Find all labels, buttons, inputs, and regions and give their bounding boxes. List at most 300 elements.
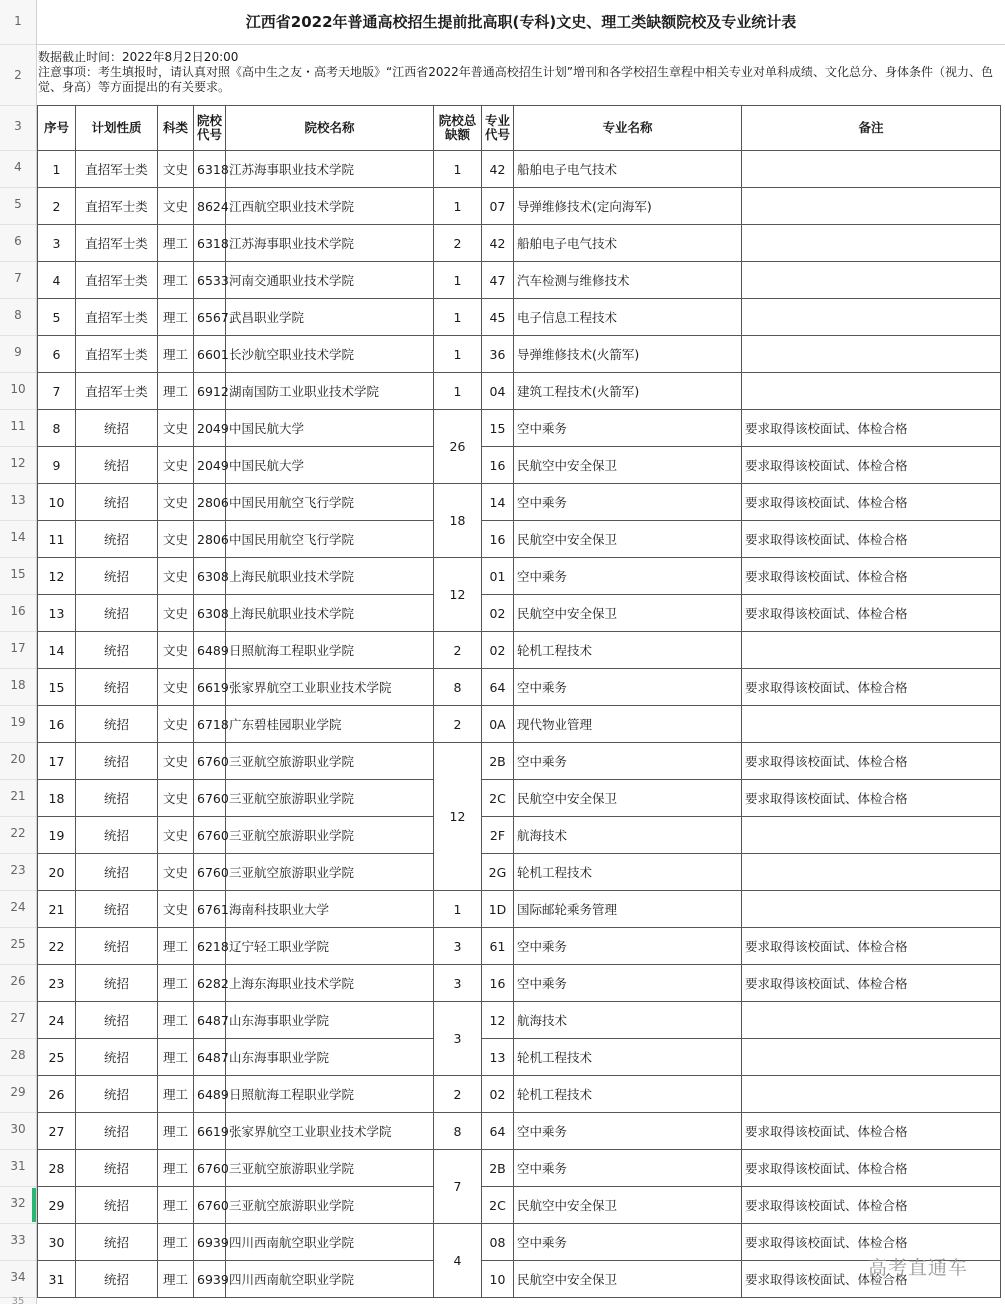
cell-plan[interactable]: 直招军士类 — [76, 151, 158, 188]
cell-major-name[interactable]: 民航空中安全保卫 — [514, 447, 742, 484]
cell-vacancy[interactable]: 8 — [434, 669, 482, 706]
cell-plan[interactable]: 统招 — [76, 780, 158, 817]
cell-plan[interactable]: 统招 — [76, 558, 158, 595]
cell-school-name[interactable]: 辽宁轻工职业学院 — [226, 928, 434, 965]
cell-remark[interactable] — [742, 188, 1001, 225]
cell-remark[interactable] — [742, 225, 1001, 262]
cell-plan[interactable]: 直招军士类 — [76, 225, 158, 262]
cell-category[interactable]: 理工 — [158, 1039, 194, 1076]
row-number[interactable]: 20 — [10, 752, 26, 766]
cell-school-code[interactable]: 2806 — [194, 484, 226, 521]
header-major-code[interactable]: 专业代号 — [482, 106, 514, 151]
cell-major-name[interactable]: 轮机工程技术 — [514, 1039, 742, 1076]
cell-major-name[interactable]: 建筑工程技术(火箭军) — [514, 373, 742, 410]
cell-school-name[interactable]: 中国民用航空飞行学院 — [226, 521, 434, 558]
cell-category[interactable]: 理工 — [158, 262, 194, 299]
cell-school-code[interactable]: 6533 — [194, 262, 226, 299]
cell-major-code[interactable]: 08 — [482, 1224, 514, 1261]
cell-school-code[interactable]: 6939 — [194, 1224, 226, 1261]
cell-major-name[interactable]: 轮机工程技术 — [514, 1076, 742, 1113]
cell-vacancy[interactable]: 2 — [434, 225, 482, 262]
cell-school-name[interactable]: 中国民用航空飞行学院 — [226, 484, 434, 521]
cell-school-code[interactable]: 6282 — [194, 965, 226, 1002]
cell-seq[interactable]: 3 — [38, 225, 76, 262]
cell-major-code[interactable]: 01 — [482, 558, 514, 595]
cell-major-code[interactable]: 47 — [482, 262, 514, 299]
cell-category[interactable]: 文史 — [158, 521, 194, 558]
cell-school-name[interactable]: 张家界航空工业职业技术学院 — [226, 669, 434, 706]
cell-seq[interactable]: 20 — [38, 854, 76, 891]
cell-category[interactable]: 理工 — [158, 225, 194, 262]
cell-category[interactable]: 文史 — [158, 188, 194, 225]
cell-category[interactable]: 理工 — [158, 1002, 194, 1039]
cell-seq[interactable]: 17 — [38, 743, 76, 780]
cell-remark[interactable] — [742, 373, 1001, 410]
cell-school-code[interactable]: 6218 — [194, 928, 226, 965]
cell-category[interactable]: 理工 — [158, 373, 194, 410]
header-major-name[interactable]: 专业名称 — [514, 106, 742, 151]
row-number[interactable]: 11 — [10, 419, 26, 433]
cell-category[interactable]: 理工 — [158, 1187, 194, 1224]
cell-major-code[interactable]: 07 — [482, 188, 514, 225]
row-number[interactable]: 16 — [10, 604, 26, 618]
cell-major-name[interactable]: 航海技术 — [514, 817, 742, 854]
cell-category[interactable]: 文史 — [158, 854, 194, 891]
header-school-name[interactable]: 院校名称 — [226, 106, 434, 151]
cell-school-name[interactable]: 河南交通职业技术学院 — [226, 262, 434, 299]
cell-plan[interactable]: 统招 — [76, 743, 158, 780]
cell-major-code[interactable]: 2B — [482, 743, 514, 780]
cell-plan[interactable]: 统招 — [76, 1002, 158, 1039]
cell-major-code[interactable]: 64 — [482, 1113, 514, 1150]
cell-seq[interactable]: 15 — [38, 669, 76, 706]
cell-school-name[interactable]: 中国民航大学 — [226, 447, 434, 484]
cell-school-name[interactable]: 三亚航空旅游职业学院 — [226, 780, 434, 817]
cell-school-name[interactable]: 三亚航空旅游职业学院 — [226, 743, 434, 780]
cell-school-name[interactable]: 三亚航空旅游职业学院 — [226, 1187, 434, 1224]
cell-school-code[interactable]: 6601 — [194, 336, 226, 373]
cell-major-name[interactable]: 民航空中安全保卫 — [514, 595, 742, 632]
cell-major-name[interactable]: 空中乘务 — [514, 410, 742, 447]
cell-school-code[interactable]: 6760 — [194, 780, 226, 817]
cell-seq[interactable]: 24 — [38, 1002, 76, 1039]
cell-major-name[interactable]: 汽车检测与维修技术 — [514, 262, 742, 299]
cell-plan[interactable]: 直招军士类 — [76, 336, 158, 373]
cell-vacancy[interactable]: 1 — [434, 373, 482, 410]
header-vacancy[interactable]: 院校总缺额 — [434, 106, 482, 151]
cell-school-code[interactable]: 6760 — [194, 854, 226, 891]
cell-school-code[interactable]: 6489 — [194, 632, 226, 669]
cell-seq[interactable]: 10 — [38, 484, 76, 521]
cell-category[interactable]: 文史 — [158, 151, 194, 188]
cell-plan[interactable]: 统招 — [76, 891, 158, 928]
cell-major-name[interactable]: 空中乘务 — [514, 669, 742, 706]
cell-school-code[interactable]: 6760 — [194, 817, 226, 854]
cell-category[interactable]: 理工 — [158, 965, 194, 1002]
cell-remark[interactable] — [742, 1039, 1001, 1076]
cell-plan[interactable]: 直招军士类 — [76, 262, 158, 299]
cell-category[interactable]: 文史 — [158, 632, 194, 669]
cell-major-code[interactable]: 64 — [482, 669, 514, 706]
cell-vacancy[interactable]: 8 — [434, 1113, 482, 1150]
cell-remark[interactable]: 要求取得该校面试、体检合格 — [742, 558, 1001, 595]
cell-school-name[interactable]: 山东海事职业学院 — [226, 1002, 434, 1039]
cell-seq[interactable]: 31 — [38, 1261, 76, 1298]
row-number[interactable]: 24 — [10, 900, 26, 914]
cell-seq[interactable]: 14 — [38, 632, 76, 669]
cell-school-name[interactable]: 四川西南航空职业学院 — [226, 1261, 434, 1298]
header-remark[interactable]: 备注 — [742, 106, 1001, 151]
row-number[interactable]: 17 — [10, 641, 26, 655]
cell-vacancy[interactable]: 12 — [434, 743, 482, 891]
cell-school-code[interactable]: 2049 — [194, 447, 226, 484]
row-number[interactable]: 7 — [14, 271, 22, 285]
cell-vacancy[interactable]: 2 — [434, 1076, 482, 1113]
cell-major-code[interactable]: 10 — [482, 1261, 514, 1298]
cell-school-name[interactable]: 山东海事职业学院 — [226, 1039, 434, 1076]
cell-major-code[interactable]: 45 — [482, 299, 514, 336]
cell-vacancy[interactable]: 3 — [434, 928, 482, 965]
cell-seq[interactable]: 29 — [38, 1187, 76, 1224]
cell-school-code[interactable]: 8624 — [194, 188, 226, 225]
cell-remark[interactable]: 要求取得该校面试、体检合格 — [742, 1261, 1001, 1298]
row-number[interactable]: 1 — [14, 14, 22, 28]
cell-school-name[interactable]: 湖南国防工业职业技术学院 — [226, 373, 434, 410]
row-number[interactable]: 25 — [10, 937, 26, 951]
cell-seq[interactable]: 6 — [38, 336, 76, 373]
cell-remark[interactable] — [742, 151, 1001, 188]
cell-plan[interactable]: 统招 — [76, 632, 158, 669]
cell-school-name[interactable]: 海南科技职业大学 — [226, 891, 434, 928]
cell-major-name[interactable]: 电子信息工程技术 — [514, 299, 742, 336]
cell-category[interactable]: 理工 — [158, 1224, 194, 1261]
cell-school-name[interactable]: 上海民航职业技术学院 — [226, 558, 434, 595]
row-number[interactable]: 23 — [10, 863, 26, 877]
cell-vacancy[interactable]: 1 — [434, 891, 482, 928]
cell-plan[interactable]: 统招 — [76, 1150, 158, 1187]
cell-school-code[interactable]: 6760 — [194, 1187, 226, 1224]
row-number[interactable]: 9 — [14, 345, 22, 359]
cell-major-name[interactable]: 空中乘务 — [514, 1113, 742, 1150]
row-number[interactable]: 2 — [14, 68, 22, 82]
cell-plan[interactable]: 统招 — [76, 669, 158, 706]
cell-seq[interactable]: 30 — [38, 1224, 76, 1261]
cell-school-code[interactable]: 6760 — [194, 743, 226, 780]
cell-school-code[interactable]: 6718 — [194, 706, 226, 743]
cell-plan[interactable]: 直招军士类 — [76, 373, 158, 410]
row-number[interactable]: 19 — [10, 715, 26, 729]
cell-plan[interactable]: 统招 — [76, 1187, 158, 1224]
cell-plan[interactable]: 统招 — [76, 1224, 158, 1261]
cell-remark[interactable]: 要求取得该校面试、体检合格 — [742, 669, 1001, 706]
sheet-title[interactable]: 江西省2022年普通高校招生提前批高职(专科)文史、理工类缺额院校及专业统计表 — [37, 0, 1005, 45]
cell-category[interactable]: 理工 — [158, 1076, 194, 1113]
cell-school-name[interactable]: 长沙航空职业技术学院 — [226, 336, 434, 373]
cell-major-name[interactable]: 民航空中安全保卫 — [514, 1261, 742, 1298]
cell-plan[interactable]: 统招 — [76, 928, 158, 965]
row-number[interactable]: 28 — [10, 1048, 26, 1062]
cell-major-code[interactable]: 04 — [482, 373, 514, 410]
cell-category[interactable]: 文史 — [158, 558, 194, 595]
cell-remark[interactable] — [742, 706, 1001, 743]
header-school-code[interactable]: 院校代号 — [194, 106, 226, 151]
cell-major-code[interactable]: 02 — [482, 632, 514, 669]
cell-school-code[interactable]: 6912 — [194, 373, 226, 410]
row-number[interactable]: 5 — [14, 197, 22, 211]
cell-school-name[interactable]: 中国民航大学 — [226, 410, 434, 447]
cell-seq[interactable]: 25 — [38, 1039, 76, 1076]
cell-remark[interactable]: 要求取得该校面试、体检合格 — [742, 484, 1001, 521]
cell-school-code[interactable]: 2049 — [194, 410, 226, 447]
cell-vacancy[interactable]: 2 — [434, 706, 482, 743]
cell-category[interactable]: 理工 — [158, 928, 194, 965]
cell-major-name[interactable]: 导弹维修技术(定向海军) — [514, 188, 742, 225]
cell-category[interactable]: 文史 — [158, 410, 194, 447]
cell-major-name[interactable]: 轮机工程技术 — [514, 854, 742, 891]
cell-plan[interactable]: 统招 — [76, 521, 158, 558]
cell-seq[interactable]: 2 — [38, 188, 76, 225]
row-number[interactable]: 31 — [10, 1159, 26, 1173]
cell-major-name[interactable]: 现代物业管理 — [514, 706, 742, 743]
cell-school-name[interactable]: 张家界航空工业职业技术学院 — [226, 1113, 434, 1150]
cell-seq[interactable]: 12 — [38, 558, 76, 595]
cell-major-code[interactable]: 16 — [482, 447, 514, 484]
cell-major-code[interactable]: 2C — [482, 780, 514, 817]
cell-major-code[interactable]: 13 — [482, 1039, 514, 1076]
cell-major-code[interactable]: 42 — [482, 151, 514, 188]
cell-vacancy[interactable]: 1 — [434, 336, 482, 373]
cell-school-code[interactable]: 6939 — [194, 1261, 226, 1298]
cell-seq[interactable]: 5 — [38, 299, 76, 336]
cell-major-name[interactable]: 民航空中安全保卫 — [514, 521, 742, 558]
cell-remark[interactable]: 要求取得该校面试、体检合格 — [742, 780, 1001, 817]
cell-remark[interactable]: 要求取得该校面试、体检合格 — [742, 410, 1001, 447]
cell-vacancy[interactable]: 7 — [434, 1150, 482, 1224]
cell-seq[interactable]: 16 — [38, 706, 76, 743]
cell-school-code[interactable]: 6619 — [194, 669, 226, 706]
cell-school-code[interactable]: 6318 — [194, 151, 226, 188]
cell-vacancy[interactable]: 1 — [434, 188, 482, 225]
cell-school-name[interactable]: 日照航海工程职业学院 — [226, 632, 434, 669]
cell-category[interactable]: 理工 — [158, 299, 194, 336]
cell-plan[interactable]: 统招 — [76, 706, 158, 743]
row-number[interactable]: 33 — [10, 1233, 26, 1247]
cell-major-code[interactable]: 2B — [482, 1150, 514, 1187]
cell-vacancy[interactable]: 2 — [434, 632, 482, 669]
cell-seq[interactable]: 23 — [38, 965, 76, 1002]
cell-plan[interactable]: 统招 — [76, 1076, 158, 1113]
cell-major-name[interactable]: 空中乘务 — [514, 965, 742, 1002]
cell-school-name[interactable]: 三亚航空旅游职业学院 — [226, 817, 434, 854]
cell-remark[interactable]: 要求取得该校面试、体检合格 — [742, 595, 1001, 632]
cell-category[interactable]: 文史 — [158, 484, 194, 521]
cell-major-name[interactable]: 导弹维修技术(火箭军) — [514, 336, 742, 373]
cell-major-code[interactable]: 42 — [482, 225, 514, 262]
row-number[interactable]: 8 — [14, 308, 22, 322]
cell-category[interactable]: 文史 — [158, 706, 194, 743]
row-number[interactable]: 29 — [10, 1085, 26, 1099]
cell-plan[interactable]: 统招 — [76, 595, 158, 632]
cell-major-name[interactable]: 航海技术 — [514, 1002, 742, 1039]
cell-vacancy[interactable]: 1 — [434, 151, 482, 188]
header-category[interactable]: 科类 — [158, 106, 194, 151]
cell-category[interactable]: 文史 — [158, 817, 194, 854]
cell-category[interactable]: 文史 — [158, 595, 194, 632]
cell-plan[interactable]: 统招 — [76, 965, 158, 1002]
cell-seq[interactable]: 22 — [38, 928, 76, 965]
cell-remark[interactable]: 要求取得该校面试、体检合格 — [742, 447, 1001, 484]
cell-plan[interactable]: 统招 — [76, 1261, 158, 1298]
cell-vacancy[interactable]: 3 — [434, 1002, 482, 1076]
header-seq[interactable]: 序号 — [38, 106, 76, 151]
cell-school-code[interactable]: 6489 — [194, 1076, 226, 1113]
cell-major-name[interactable]: 船舶电子电气技术 — [514, 151, 742, 188]
cell-major-name[interactable]: 船舶电子电气技术 — [514, 225, 742, 262]
cell-plan[interactable]: 统招 — [76, 817, 158, 854]
cell-category[interactable]: 文史 — [158, 891, 194, 928]
row-number[interactable]: 13 — [10, 493, 26, 507]
cell-major-name[interactable]: 民航空中安全保卫 — [514, 1187, 742, 1224]
cell-major-code[interactable]: 2C — [482, 1187, 514, 1224]
cell-category[interactable]: 理工 — [158, 1113, 194, 1150]
cell-remark[interactable] — [742, 299, 1001, 336]
row-number[interactable]: 34 — [10, 1270, 26, 1284]
cell-remark[interactable] — [742, 632, 1001, 669]
cell-plan[interactable]: 统招 — [76, 1039, 158, 1076]
cell-remark[interactable]: 要求取得该校面试、体检合格 — [742, 1150, 1001, 1187]
row-number[interactable]: 18 — [10, 678, 26, 692]
cell-school-code[interactable]: 6308 — [194, 558, 226, 595]
cell-seq[interactable]: 7 — [38, 373, 76, 410]
cell-remark[interactable]: 要求取得该校面试、体检合格 — [742, 521, 1001, 558]
cell-major-name[interactable]: 国际邮轮乘务管理 — [514, 891, 742, 928]
cell-major-code[interactable]: 14 — [482, 484, 514, 521]
cell-category[interactable]: 文史 — [158, 780, 194, 817]
row-number[interactable]: 10 — [10, 382, 26, 396]
cell-school-code[interactable]: 6619 — [194, 1113, 226, 1150]
cell-school-name[interactable]: 四川西南航空职业学院 — [226, 1224, 434, 1261]
cell-major-name[interactable]: 空中乘务 — [514, 1224, 742, 1261]
cell-vacancy[interactable]: 1 — [434, 299, 482, 336]
cell-school-code[interactable]: 6487 — [194, 1002, 226, 1039]
cell-school-code[interactable]: 6567 — [194, 299, 226, 336]
cell-major-code[interactable]: 02 — [482, 595, 514, 632]
cell-school-code[interactable]: 2806 — [194, 521, 226, 558]
cell-seq[interactable]: 21 — [38, 891, 76, 928]
row-number[interactable]: 12 — [10, 456, 26, 470]
row-number[interactable]: 22 — [10, 826, 26, 840]
cell-major-code[interactable]: 2G — [482, 854, 514, 891]
cell-remark[interactable]: 要求取得该校面试、体检合格 — [742, 928, 1001, 965]
cell-remark[interactable]: 要求取得该校面试、体检合格 — [742, 965, 1001, 1002]
cell-major-code[interactable]: 12 — [482, 1002, 514, 1039]
cell-remark[interactable] — [742, 1002, 1001, 1039]
cell-major-name[interactable]: 空中乘务 — [514, 558, 742, 595]
cell-remark[interactable]: 要求取得该校面试、体检合格 — [742, 1224, 1001, 1261]
cell-seq[interactable]: 18 — [38, 780, 76, 817]
cell-plan[interactable]: 直招军士类 — [76, 299, 158, 336]
cell-major-code[interactable]: 2F — [482, 817, 514, 854]
cell-major-code[interactable]: 36 — [482, 336, 514, 373]
cell-major-code[interactable]: 0A — [482, 706, 514, 743]
cell-school-name[interactable]: 江苏海事职业技术学院 — [226, 151, 434, 188]
cell-vacancy[interactable]: 12 — [434, 558, 482, 632]
row-number[interactable]: 26 — [10, 974, 26, 988]
cell-school-name[interactable]: 江苏海事职业技术学院 — [226, 225, 434, 262]
notice-cell[interactable] — [38, 50, 998, 95]
cell-major-name[interactable]: 空中乘务 — [514, 743, 742, 780]
cell-category[interactable]: 理工 — [158, 1261, 194, 1298]
cell-remark[interactable]: 要求取得该校面试、体检合格 — [742, 1187, 1001, 1224]
cell-major-code[interactable]: 16 — [482, 965, 514, 1002]
cell-seq[interactable]: 27 — [38, 1113, 76, 1150]
cell-major-name[interactable]: 空中乘务 — [514, 928, 742, 965]
cell-category[interactable]: 理工 — [158, 1150, 194, 1187]
cell-category[interactable]: 文史 — [158, 743, 194, 780]
row-number[interactable]: 21 — [10, 789, 26, 803]
cell-major-name[interactable]: 民航空中安全保卫 — [514, 780, 742, 817]
cell-school-name[interactable]: 广东碧桂园职业学院 — [226, 706, 434, 743]
cell-category[interactable]: 理工 — [158, 336, 194, 373]
row-number[interactable]: 4 — [14, 160, 22, 174]
row-number[interactable]: 3 — [14, 119, 22, 133]
cell-vacancy[interactable]: 18 — [434, 484, 482, 558]
cell-major-name[interactable]: 空中乘务 — [514, 484, 742, 521]
cell-category[interactable]: 文史 — [158, 447, 194, 484]
cell-seq[interactable]: 11 — [38, 521, 76, 558]
row-number[interactable]: 27 — [10, 1011, 26, 1025]
cell-remark[interactable] — [742, 262, 1001, 299]
cell-seq[interactable]: 1 — [38, 151, 76, 188]
cell-remark[interactable] — [742, 336, 1001, 373]
cell-school-code[interactable]: 6308 — [194, 595, 226, 632]
row-number[interactable]: 32 — [10, 1196, 26, 1210]
row-number[interactable]: 30 — [10, 1122, 26, 1136]
cell-plan[interactable]: 统招 — [76, 484, 158, 521]
row-number[interactable]: 6 — [14, 234, 22, 248]
cell-seq[interactable]: 19 — [38, 817, 76, 854]
row-number[interactable]: 14 — [10, 530, 26, 544]
cell-seq[interactable]: 26 — [38, 1076, 76, 1113]
cell-remark[interactable] — [742, 817, 1001, 854]
cell-school-code[interactable]: 6318 — [194, 225, 226, 262]
cell-vacancy[interactable]: 26 — [434, 410, 482, 484]
cell-major-code[interactable]: 16 — [482, 521, 514, 558]
cell-school-code[interactable]: 6761 — [194, 891, 226, 928]
cell-major-code[interactable]: 15 — [482, 410, 514, 447]
cell-major-code[interactable]: 61 — [482, 928, 514, 965]
cell-seq[interactable]: 28 — [38, 1150, 76, 1187]
cell-school-name[interactable]: 江西航空职业技术学院 — [226, 188, 434, 225]
cell-seq[interactable]: 8 — [38, 410, 76, 447]
cell-remark[interactable] — [742, 854, 1001, 891]
cell-school-code[interactable]: 6760 — [194, 1150, 226, 1187]
cell-vacancy[interactable]: 1 — [434, 262, 482, 299]
cell-category[interactable]: 文史 — [158, 669, 194, 706]
cell-remark[interactable]: 要求取得该校面试、体检合格 — [742, 1113, 1001, 1150]
cell-major-code[interactable]: 02 — [482, 1076, 514, 1113]
cell-seq[interactable]: 4 — [38, 262, 76, 299]
cell-school-name[interactable]: 上海民航职业技术学院 — [226, 595, 434, 632]
cell-remark[interactable] — [742, 891, 1001, 928]
cell-school-name[interactable]: 日照航海工程职业学院 — [226, 1076, 434, 1113]
cell-plan[interactable]: 统招 — [76, 1113, 158, 1150]
cell-major-name[interactable]: 轮机工程技术 — [514, 632, 742, 669]
cell-plan[interactable]: 统招 — [76, 410, 158, 447]
cell-major-name[interactable]: 空中乘务 — [514, 1150, 742, 1187]
cell-major-code[interactable]: 1D — [482, 891, 514, 928]
header-plan[interactable]: 计划性质 — [76, 106, 158, 151]
